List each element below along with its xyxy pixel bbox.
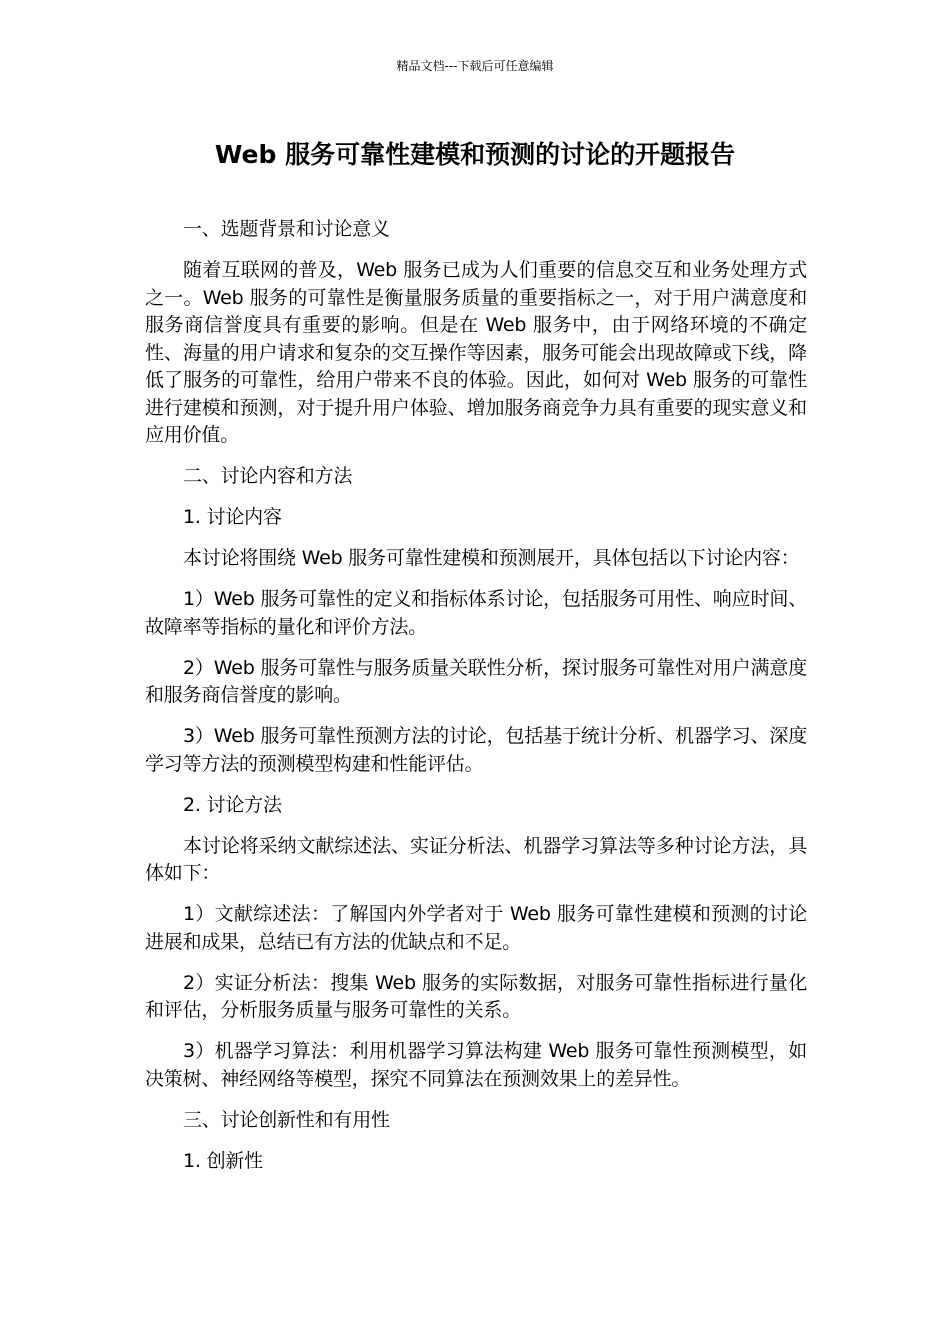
document-title: Web 服务可靠性建模和预测的讨论的开题报告 (214, 140, 736, 169)
subsection-heading: 1. 讨论内容 (183, 506, 282, 528)
body-paragraph: 本讨论将采纳文献综述法、实证分析法、机器学习算法等多种讨论方法，具体如下： (145, 834, 807, 884)
section-heading: 三、讨论创新性和有用性 (183, 1108, 390, 1131)
list-item-paragraph: 1）Web 服务可靠性的定义和指标体系讨论，包括服务可用性、响应时间、故障率等指标的量化和评价方法。 (145, 588, 807, 638)
section-heading: 二、讨论内容和方法 (183, 465, 353, 487)
subsection-heading: 2. 讨论方法 (183, 793, 282, 816)
subsection-heading: 1. 创新性 (183, 1149, 263, 1172)
header-note: 精品文档---下载后可任意编辑 (396, 59, 554, 73)
list-item-paragraph: 3）Web 服务可靠性预测方法的讨论，包括基于统计分析、机器学习、深度学习等方法的预测模型构建和性能评估。 (145, 725, 807, 775)
list-item-paragraph: 3）机器学习算法：利用机器学习算法构建 Web 服务可靠性预测模型，如决策树、神经网络等模型，探究不同算法在预测效果上的差异性。 (145, 1040, 807, 1090)
document-body (145, 216, 807, 1189)
body-paragraph: 本讨论将围绕 Web 服务可靠性建模和预测展开，具体包括以下讨论内容： (183, 547, 800, 569)
list-item-paragraph: 1）文献综述法：了解国内外学者对于 Web 服务可靠性建模和预测的讨论进展和成果，总结已有方法的优缺点和不足。 (145, 903, 807, 953)
list-item-paragraph: 2）Web 服务可靠性与服务质量关联性分析，探讨服务可靠性对用户满意度和服务商信誉度的影响。 (145, 656, 807, 706)
body-paragraph: 随着互联网的普及，Web 服务已成为人们重要的信息交互和业务处理方式之一。Web 服务的可靠性是衡量服务质量的重要指标之一，对于用户满意度和服务商信誉度具有重要的影响。但是在 Web 服务中，由于网络环境的不确定性、海量的用户请求和复杂的交互操作等因素，服务可能会出现故障或下线，降低了服务的可靠性，给用户带来不良的体验。因此，如何对 Web 服务的可靠性进行建模和预测，对于提升用户体验、增加服务商竞争力具有重要的现实意义和应用价值。 (145, 259, 807, 446)
list-item-paragraph: 2）实证分析法：搜集 Web 服务的实际数据，对服务可靠性指标进行量化和评估，分析服务质量与服务可靠性的关系。 (145, 971, 807, 1021)
section-heading: 一、选题背景和讨论意义 (183, 218, 390, 240)
